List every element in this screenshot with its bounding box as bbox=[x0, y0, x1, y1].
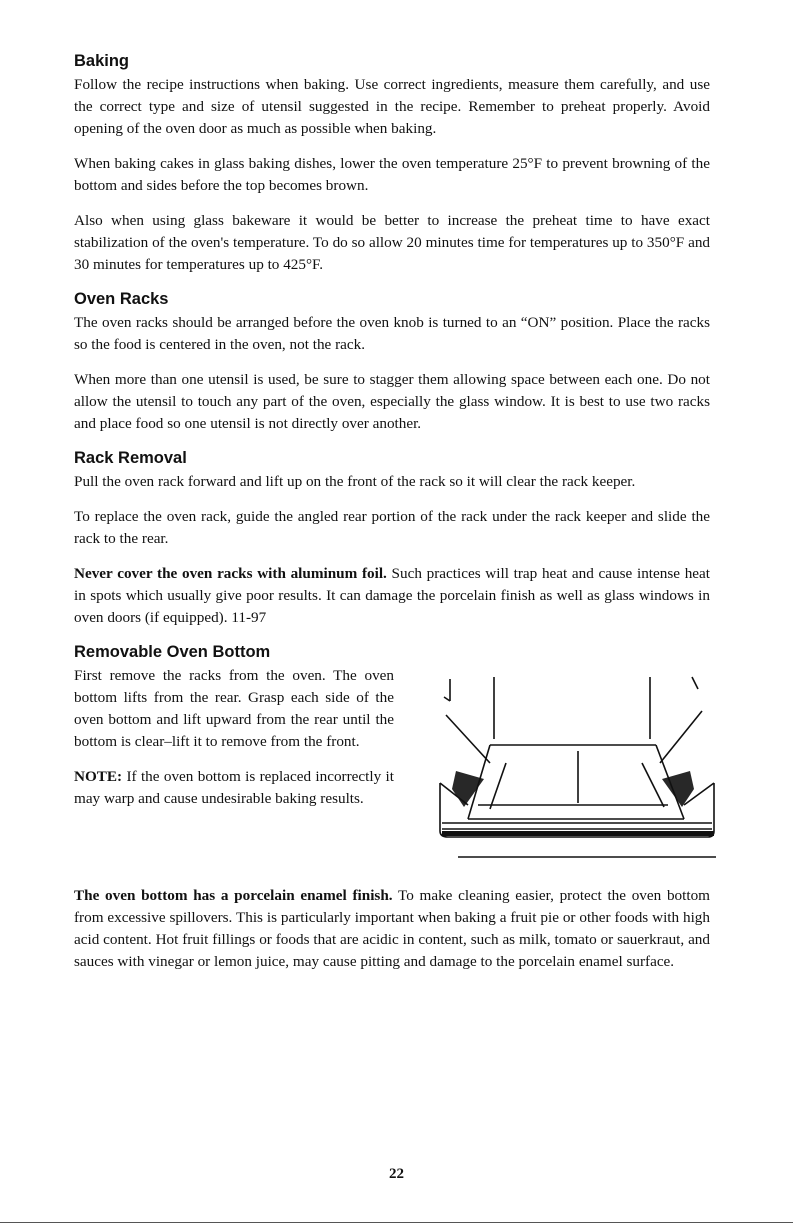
oven-racks-paragraph-2: When more than one utensil is used, be sure to stagger them allowing space between each one. Do not allow the utensil to touch any part of the oven, especially the glass window. It is best to use two racks and place food so one utensil is not directly over another. bbox=[74, 370, 710, 432]
baking-section bbox=[74, 52, 710, 276]
removable-bottom-note bbox=[74, 766, 394, 810]
removable-bottom-section bbox=[74, 643, 710, 871]
baking-paragraph-1: Follow the recipe instructions when baking. Use correct ingredients, measure them carefully, and use the correct type and size of utensil suggested in the recipe. Remember to preheat properly. Avoid opening of the oven door as much as possible when baking. bbox=[74, 75, 710, 137]
oven-bottom-illustration bbox=[428, 671, 718, 871]
page-number: 22 bbox=[389, 1166, 404, 1182]
oven-racks-heading: Oven Racks bbox=[74, 289, 169, 308]
rack-removal-section bbox=[74, 449, 710, 629]
note-label: NOTE: bbox=[74, 767, 123, 785]
rack-removal-paragraph-2: To replace the oven rack, guide the angled rear portion of the rack under the rack keeper and slide the rack to the rear. bbox=[74, 507, 710, 547]
removable-bottom-heading: Removable Oven Bottom bbox=[74, 642, 271, 661]
porcelain-text: To make cleaning easier, protect the oven bottom from excessive spillovers. This is particularly important when baking a fruit pie or other foods with high acid content. Hot fruit fillings or foods that are acidic in content, such as milk, tomato or sauerkraut, and sauces with vinegar or lemon juice, may cause pitting and damage to the porcelain enamel surface. bbox=[74, 886, 710, 970]
porcelain-bold: The oven bottom has a porcelain enamel finish. bbox=[74, 886, 393, 904]
manual-page bbox=[74, 52, 710, 986]
note-text: If the oven bottom is replaced incorrectly it may warp and cause undesirable baking results. bbox=[74, 767, 394, 807]
baking-heading: Baking bbox=[74, 52, 130, 70]
removable-bottom-paragraph: First remove the racks from the oven. The oven bottom lifts from the rear. Grasp each side of the oven bottom and lift upward from the rear until the bottom is clear–lift it to remove from the front. bbox=[74, 666, 394, 750]
porcelain-paragraph bbox=[74, 885, 710, 973]
baking-paragraph-2: When baking cakes in glass baking dishes, lower the oven temperature 25°F to prevent browning of the bottom and sides before the top becomes brown. bbox=[74, 154, 710, 194]
foil-warning bbox=[74, 563, 710, 629]
foil-warning-bold: Never cover the oven racks with aluminum foil. bbox=[74, 564, 387, 582]
oven-racks-paragraph-1: The oven racks should be arranged before the oven knob is turned to an “ON” position. Place the racks so the food is centered in the oven, not the rack. bbox=[74, 313, 710, 353]
rack-removal-heading: Rack Removal bbox=[74, 448, 187, 467]
oven-racks-section bbox=[74, 290, 710, 435]
removable-bottom-body bbox=[74, 665, 710, 871]
baking-paragraph-3: Also when using glass bakeware it would be better to increase the preheat time to have exact stabilization of the oven's temperature. To do so allow 20 minutes time for temperatures up to 350°F and 30 minutes for temperatures up to 425°F. bbox=[74, 211, 710, 273]
foil-warning-text: Such practices will trap heat and cause intense heat in spots which usually give poor results. It can damage the porcelain finish as well as glass windows in oven doors (if equipped). 11-97 bbox=[74, 564, 711, 626]
removable-bottom-text bbox=[74, 665, 394, 823]
rack-removal-paragraph-1: Pull the oven rack forward and lift up on the front of the rack so it will clear the rack keeper. bbox=[74, 472, 636, 490]
page-bottom-rule bbox=[0, 1222, 793, 1223]
